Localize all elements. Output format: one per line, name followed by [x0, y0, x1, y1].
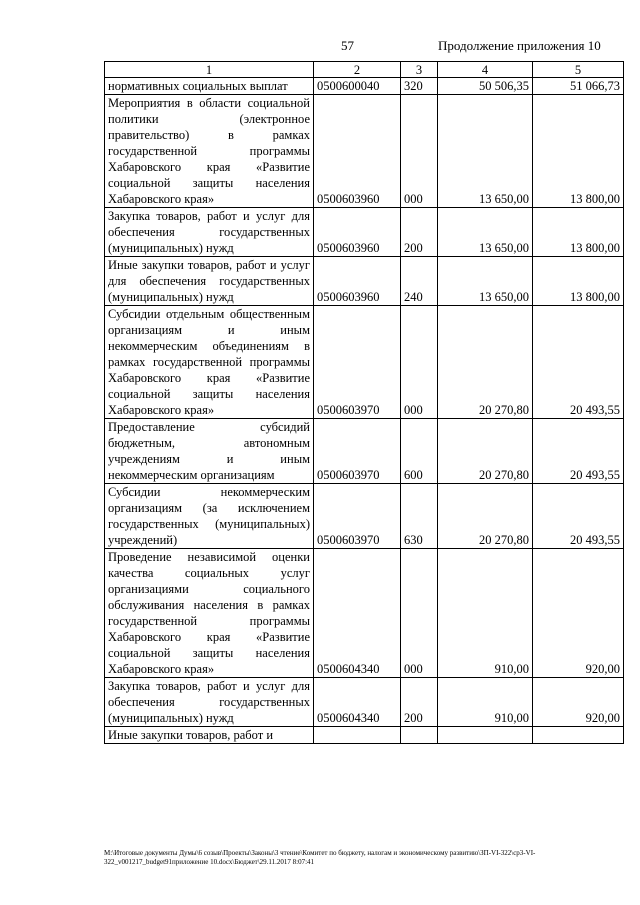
row-sum-year-1 [438, 727, 533, 744]
row-sum-year-2: 920,00 [533, 678, 624, 727]
row-sum-year-1: 20 270,80 [438, 306, 533, 419]
row-expense-type: 320 [401, 78, 438, 95]
column-header-3: 3 [401, 62, 438, 78]
column-number-row [105, 62, 624, 78]
column-header-5: 5 [533, 62, 624, 78]
row-target-code: 0500603960 [314, 208, 401, 257]
column-header-1: 1 [105, 62, 314, 78]
row-target-code [314, 727, 401, 744]
row-name: Иные закупки товаров, работ и услуг для обеспечения государственных (муниципальных) нужд [105, 257, 314, 306]
table-row [105, 727, 624, 744]
row-target-code: 0500603960 [314, 257, 401, 306]
row-target-code: 0500603970 [314, 484, 401, 549]
page-number: 57 [341, 38, 354, 53]
row-name: Закупка товаров, работ и услуг для обеспечения государственных (муниципальных) нужд [105, 678, 314, 727]
file-path-footer: M:\Итоговые документы Думы\6 созыв\Проекты\Законы\3 чтение\Комитет по бюджету, налогам и экономическому развитию\ЗП-VI-322\ср3-VI-322_v001217_budget91приложение 10.docx\Бюджет\29.11.2017 8:07:41 [104, 849, 536, 866]
row-expense-type: 000 [401, 549, 438, 678]
row-sum-year-1: 20 270,80 [438, 419, 533, 484]
row-target-code: 0500603960 [314, 95, 401, 208]
row-expense-type: 630 [401, 484, 438, 549]
table-row [105, 678, 624, 727]
row-sum-year-1: 50 506,35 [438, 78, 533, 95]
row-target-code: 0500604340 [314, 549, 401, 678]
row-expense-type: 600 [401, 419, 438, 484]
table-row [105, 78, 624, 95]
continuation-caption: Продолжение приложения 10 [438, 38, 601, 53]
row-sum-year-2: 20 493,55 [533, 484, 624, 549]
row-sum-year-2: 920,00 [533, 549, 624, 678]
row-sum-year-2: 13 800,00 [533, 208, 624, 257]
budget-table [104, 61, 624, 744]
row-expense-type: 200 [401, 208, 438, 257]
row-target-code: 0500603970 [314, 419, 401, 484]
table-row [105, 419, 624, 484]
row-name: Иные закупки товаров, работ и [105, 727, 314, 744]
row-sum-year-1: 13 650,00 [438, 257, 533, 306]
column-header-4: 4 [438, 62, 533, 78]
table-row [105, 95, 624, 208]
table-row [105, 549, 624, 678]
row-target-code: 0500604340 [314, 678, 401, 727]
row-name: Субсидии отдельным общественным организациям и иным некоммерческим объединениям в рамках государственной программы Хабаровского края «Развитие социальной защиты населения Хабаровского края» [105, 306, 314, 419]
row-name: Проведение независимой оценки качества социальных услуг организациями социального обслуживания населения в рамках государственной программы Хабаровского края «Развитие социальной защиты населения Хабаровского края» [105, 549, 314, 678]
row-sum-year-2: 20 493,55 [533, 419, 624, 484]
row-expense-type: 000 [401, 306, 438, 419]
row-sum-year-2: 20 493,55 [533, 306, 624, 419]
row-expense-type [401, 727, 438, 744]
row-expense-type: 240 [401, 257, 438, 306]
row-name: Предоставление субсидий бюджетным, автономным учреждениям и иным некоммерческим организациям [105, 419, 314, 484]
row-target-code: 0500600040 [314, 78, 401, 95]
row-expense-type: 000 [401, 95, 438, 208]
table-row [105, 257, 624, 306]
row-name: Субсидии некоммерческим организациям (за исключением государственных (муниципальных) учреждений) [105, 484, 314, 549]
row-target-code: 0500603970 [314, 306, 401, 419]
table-row [105, 208, 624, 257]
column-header-2: 2 [314, 62, 401, 78]
row-sum-year-2: 13 800,00 [533, 257, 624, 306]
table-row [105, 484, 624, 549]
row-name: Закупка товаров, работ и услуг для обеспечения государственных (муниципальных) нужд [105, 208, 314, 257]
row-sum-year-1: 910,00 [438, 678, 533, 727]
row-sum-year-1: 910,00 [438, 549, 533, 678]
row-name: нормативных социальных выплат [105, 78, 314, 95]
row-sum-year-1: 20 270,80 [438, 484, 533, 549]
row-name: Мероприятия в области социальной политики (электронное правительство) в рамках государственной программы Хабаровского края «Развитие социальной защиты населения Хабаровского края» [105, 95, 314, 208]
row-sum-year-2 [533, 727, 624, 744]
row-expense-type: 200 [401, 678, 438, 727]
row-sum-year-1: 13 650,00 [438, 95, 533, 208]
row-sum-year-2: 13 800,00 [533, 95, 624, 208]
row-sum-year-1: 13 650,00 [438, 208, 533, 257]
row-sum-year-2: 51 066,73 [533, 78, 624, 95]
table-row [105, 306, 624, 419]
